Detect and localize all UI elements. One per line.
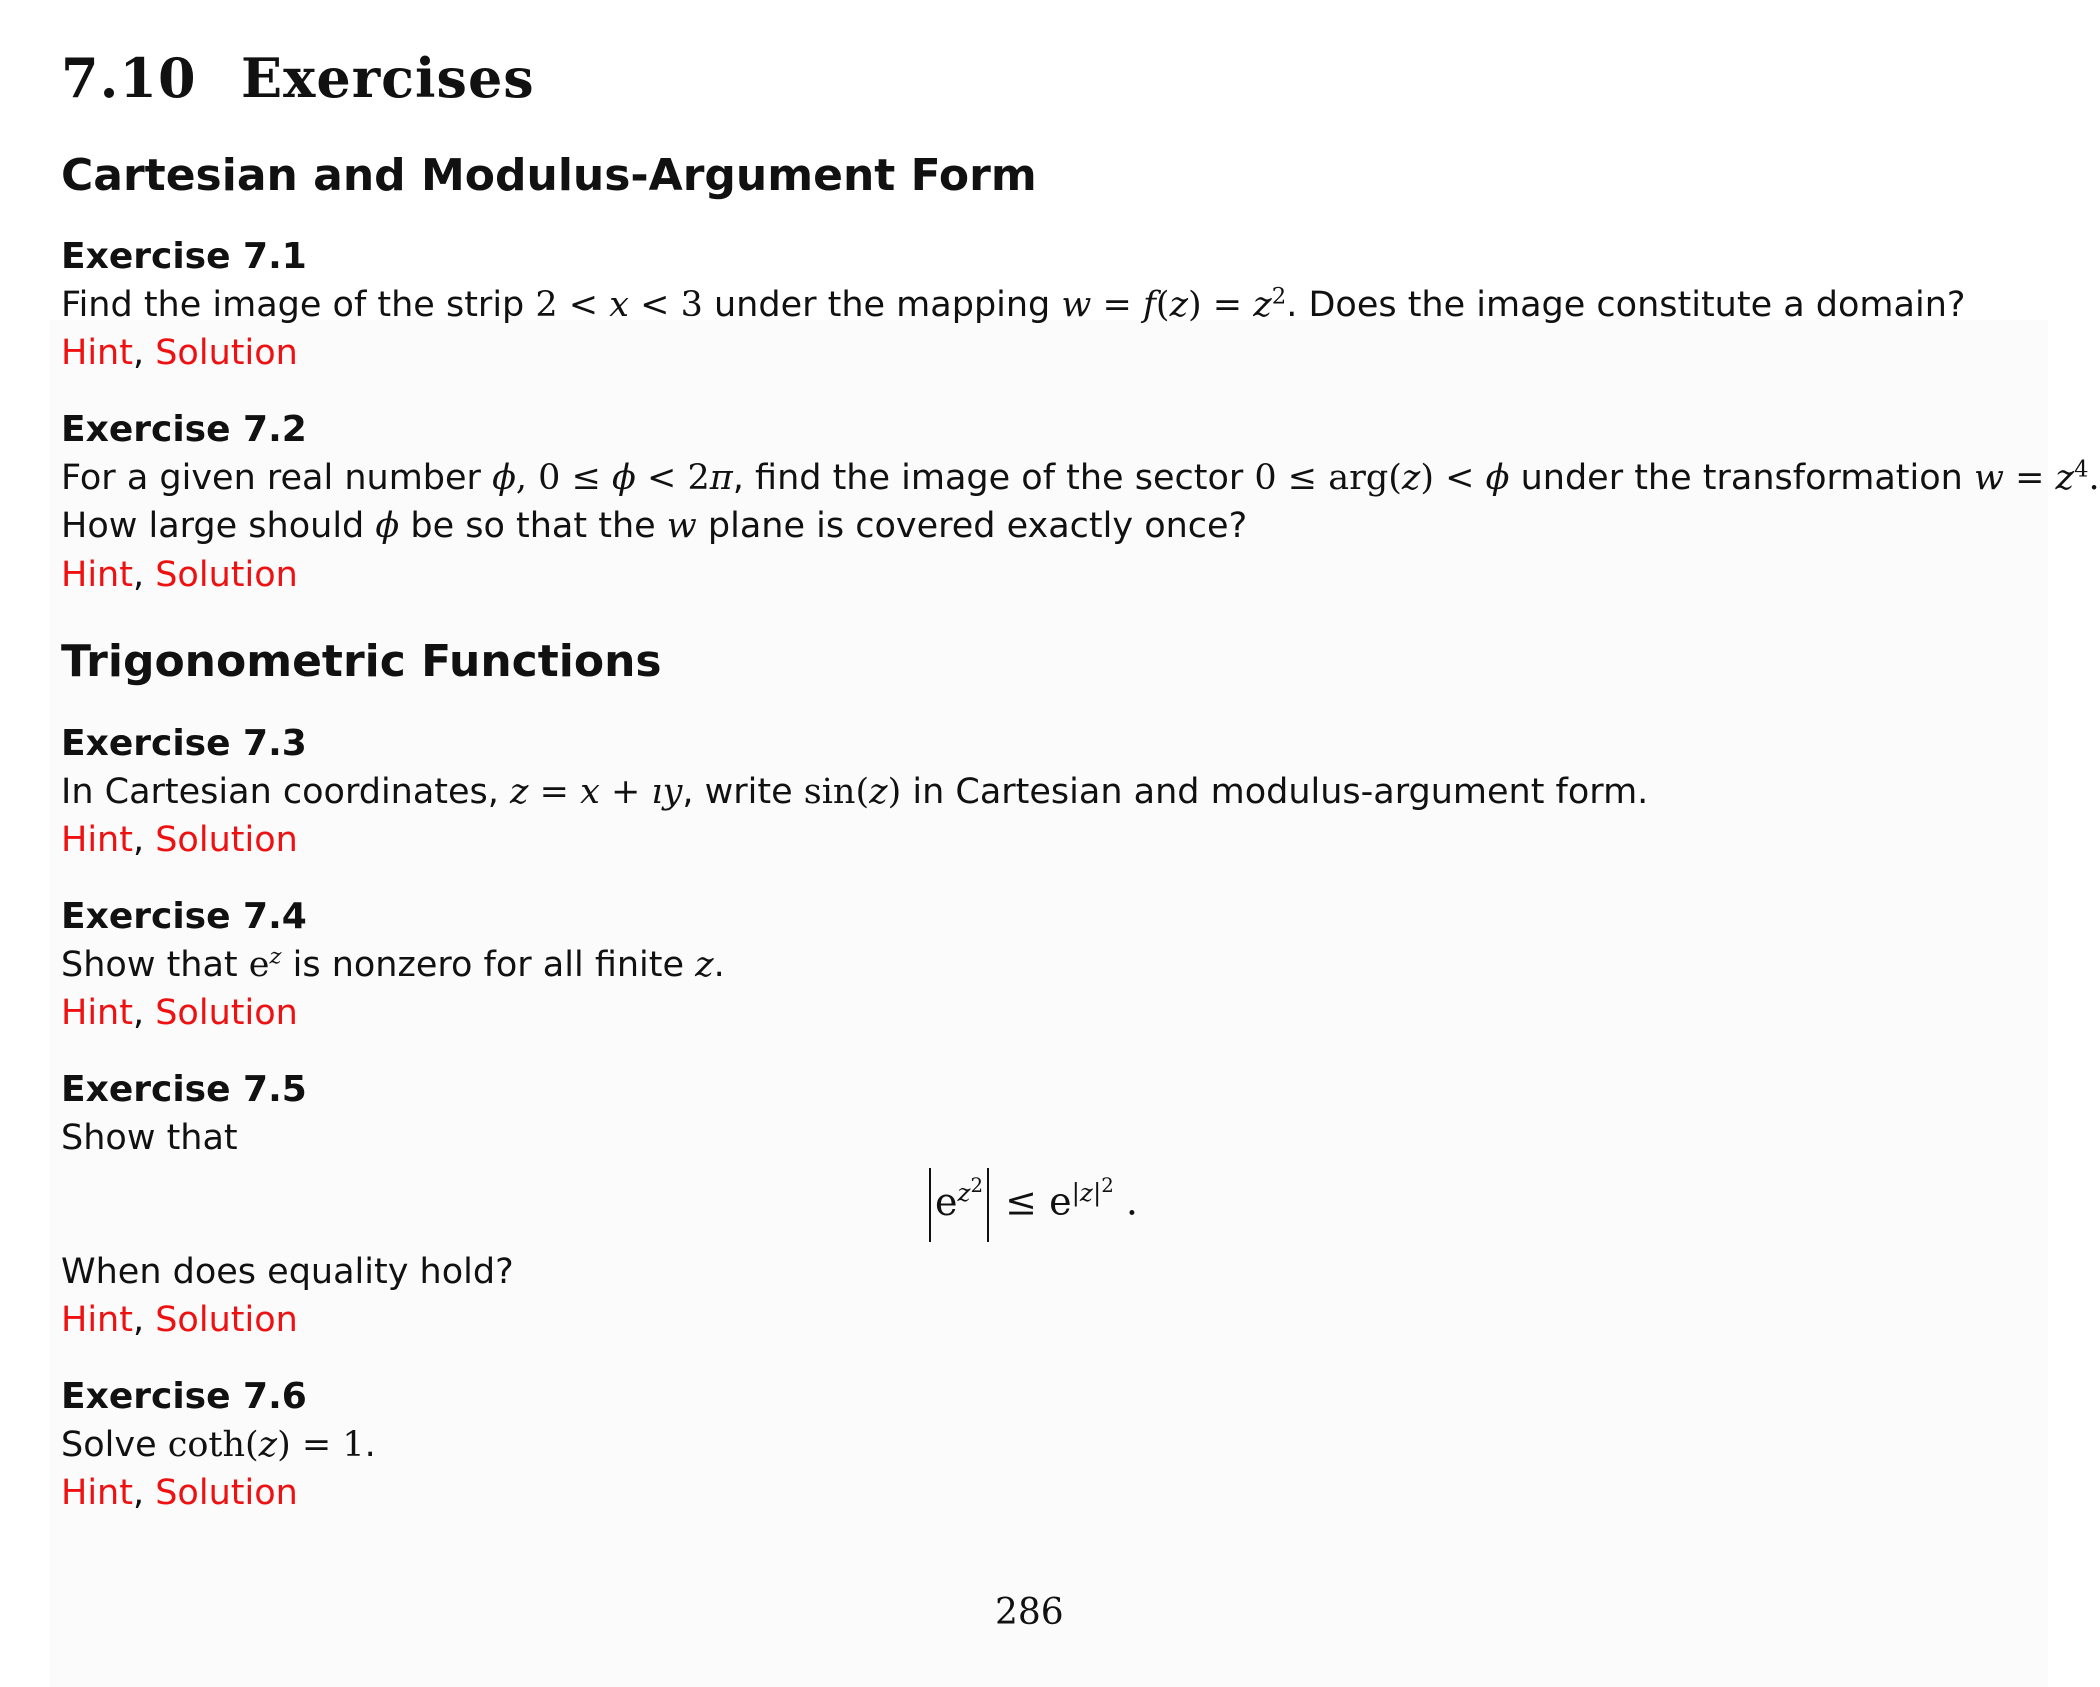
exercise-text: Show that <box>61 1118 238 1158</box>
solution-link[interactable]: Solution <box>155 820 298 860</box>
exercise-text: Solve coth(z) = 1. <box>61 1425 376 1465</box>
exercise-text-continued: When does equality hold? <box>61 1252 514 1292</box>
page-number: 286 <box>995 1592 1064 1633</box>
hint-link[interactable]: Hint <box>61 820 133 860</box>
exercise-title: Exercise 7.5 <box>61 1069 307 1110</box>
solution-link[interactable]: Solution <box>155 555 298 595</box>
exercise-text: Show that $e^z$ is nonzero for all finite z. <box>61 943 725 985</box>
exercise-links: Hint, Solution <box>61 820 298 860</box>
exercise-text-continued: How large should ϕ be so that the w plane is covered exactly once? <box>61 506 1248 546</box>
exercise-title: Exercise 7.4 <box>61 896 307 937</box>
exercise-text: In Cartesian coordinates, z = x + ıy, write sin(z) in Cartesian and modulus-argument form. <box>61 772 1649 812</box>
exercise-links: Hint, Solution <box>61 1473 298 1513</box>
exercise-text: Find the image of the strip 2 < x < 3 under the mapping $w = f(z) = z^2$. Does the image constitute a domain? <box>61 283 1966 325</box>
section-heading: Trigonometric Functions <box>61 636 662 687</box>
exercise-links: Hint, Solution <box>61 555 298 595</box>
chapter-title: Exercises <box>241 46 535 110</box>
solution-link[interactable]: Solution <box>155 1300 298 1340</box>
solution-link[interactable]: Solution <box>155 333 298 373</box>
display-equation: $e^{z^2} \le e^{|z|^2}$ . <box>925 1168 1138 1242</box>
exercise-links: Hint, Solution <box>61 993 298 1033</box>
hint-link[interactable]: Hint <box>61 555 133 595</box>
hint-link[interactable]: Hint <box>61 1473 133 1513</box>
exercise-title: Exercise 7.1 <box>61 236 307 277</box>
chapter-number: 7.10 <box>61 46 197 110</box>
solution-link[interactable]: Solution <box>155 1473 298 1513</box>
abs-bar-right <box>987 1168 989 1242</box>
exercise-title: Exercise 7.6 <box>61 1376 307 1417</box>
section-heading: Cartesian and Modulus-Argument Form <box>61 150 1037 201</box>
chapter-heading <box>61 46 535 110</box>
hint-link[interactable]: Hint <box>61 993 133 1033</box>
exercise-links: Hint, Solution <box>61 333 298 373</box>
exercise-text: For a given real number ϕ, 0 ≤ ϕ < 2π, find the image of the sector 0 ≤ arg(z) < ϕ under the transformation $w = z^4$. <box>61 456 2100 498</box>
exercise-title: Exercise 7.2 <box>61 409 307 450</box>
solution-link[interactable]: Solution <box>155 993 298 1033</box>
hint-link[interactable]: Hint <box>61 333 133 373</box>
hint-link[interactable]: Hint <box>61 1300 133 1340</box>
abs-bar-left <box>929 1168 931 1242</box>
exercise-title: Exercise 7.3 <box>61 723 307 764</box>
exercise-links: Hint, Solution <box>61 1300 298 1340</box>
